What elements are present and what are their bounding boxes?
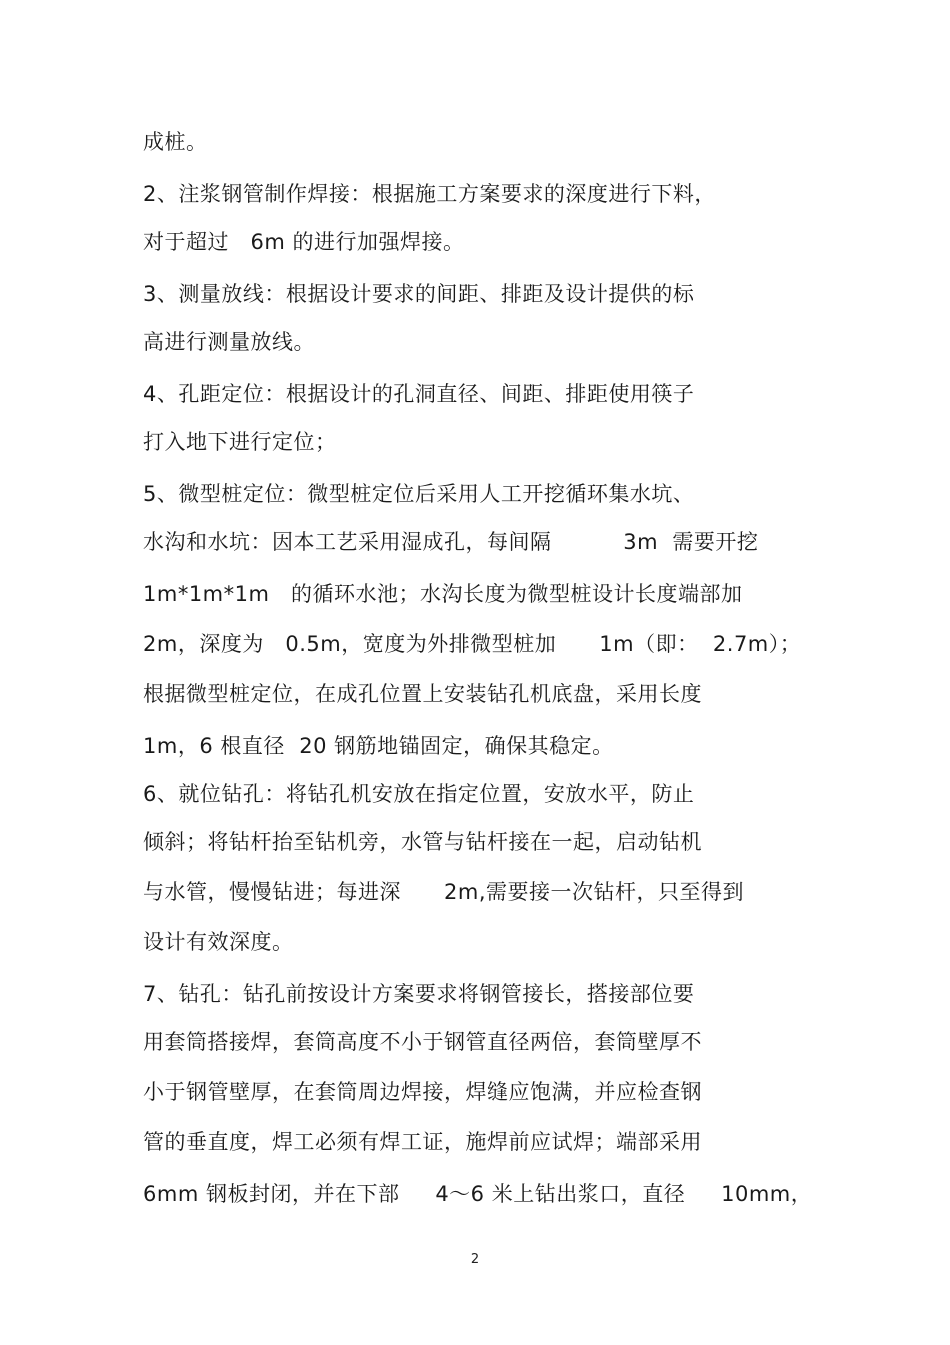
text-line: 1m*1m*1m 的循环水池；水沟长度为微型桩设计长度端部加 xyxy=(143,582,743,606)
text-line: 根据微型桩定位，在成孔位置上安装钻孔机底盘，采用长度 xyxy=(143,682,702,706)
text-line: 4、孔距定位：根据设计的孔洞直径、间距、排距使用筷子 xyxy=(143,382,695,406)
text-line: 7、钻孔：钻孔前按设计方案要求将钢管接长，搭接部位要 xyxy=(143,982,695,1006)
text-line: 成桩。 xyxy=(143,130,208,154)
text-line: 2、注浆钢管制作焊接：根据施工方案要求的深度进行下料， xyxy=(143,182,716,206)
text-line: 设计有效深度。 xyxy=(143,930,294,954)
text-line: 与水管，慢慢钻进；每进深 2m,需要接一次钻杆，只至得到 xyxy=(143,880,745,904)
text-line: 3、测量放线：根据设计要求的间距、排距及设计提供的标 xyxy=(143,282,695,306)
text-line: 2m，深度为 0.5m，宽度为外排微型桩加 1m（即： 2.7m）； xyxy=(143,632,802,656)
text-line: 水沟和水坑：因本工艺采用湿成孔，每间隔 3m 需要开挖 xyxy=(143,530,759,554)
text-line: 1m，6 根直径 20 钢筋地锚固定，确保其稳定。 xyxy=(143,734,614,758)
text-line: 5、微型桩定位：微型桩定位后采用人工开挖循环集水坑、 xyxy=(143,482,695,506)
text-line: 高进行测量放线。 xyxy=(143,330,315,354)
text-line: 管的垂直度，焊工必须有焊工证，施焊前应试焊；端部采用 xyxy=(143,1130,702,1154)
text-line: 6、就位钻孔：将钻孔机安放在指定位置，安放水平，防止 xyxy=(143,782,695,806)
text-line: 打入地下进行定位； xyxy=(143,430,337,454)
text-line: 对于超过 6m 的进行加强焊接。 xyxy=(143,230,465,254)
page-number: 2 xyxy=(470,1252,480,1267)
text-line: 小于钢管壁厚，在套筒周边焊接，焊缝应饱满，并应检查钢 xyxy=(143,1080,702,1104)
text-line: 6mm 钢板封闭，并在下部 4～6 米上钻出浆口，直径 10mm， xyxy=(143,1182,813,1206)
text-line: 倾斜；将钻杆抬至钻机旁，水管与钻杆接在一起，启动钻机 xyxy=(143,830,702,854)
text-line: 用套筒搭接焊，套筒高度不小于钢管直径两倍，套筒壁厚不 xyxy=(143,1030,702,1054)
